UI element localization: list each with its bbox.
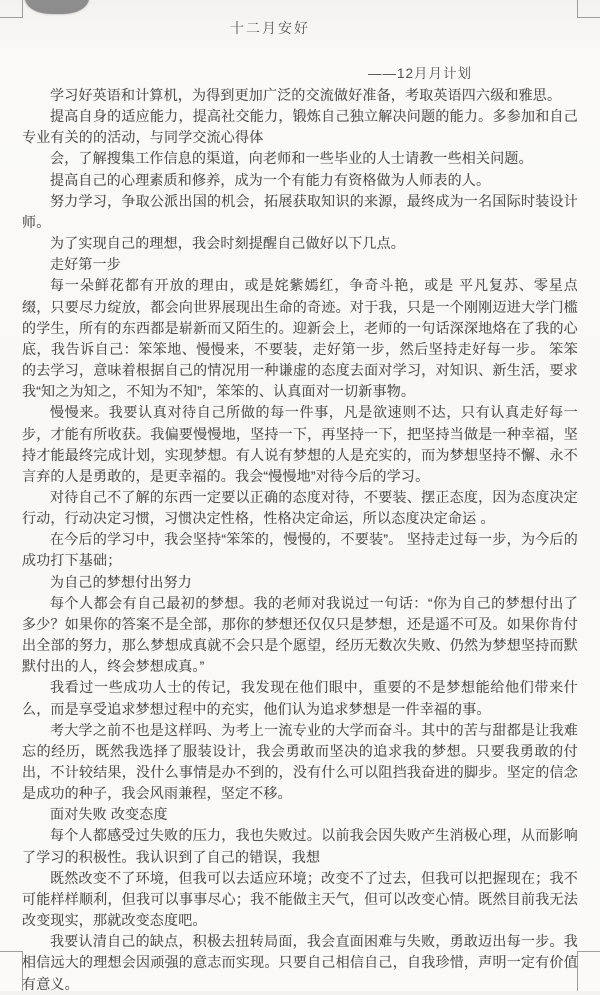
document-title: 十二月安好 [230, 20, 310, 36]
section-heading: 为自己的梦想付出努力 [50, 573, 192, 590]
paragraph: 在今后的学习中，我会坚持“笨笨的，慢慢的，不要装”。 坚持走过每一步，为今后的成功打下基础； [22, 531, 578, 569]
crop-mark-bottom-left [0, 951, 23, 991]
paragraph: 为了实现自己的理想，我会时刻提醒自己做好以下几点。 [50, 235, 405, 252]
paragraph: 提高自己的心理素质和修养，成为一个有能力有资格做为人师表的人。 [50, 171, 491, 188]
paragraph: 每个人都感受过失败的压力，我也失败过。以前我会因失败产生消极心理，从而影响了学习的积极性。我认识到了自己的错误，我想 [22, 827, 578, 865]
paragraph: 我看过一些成功人士的传记，我发现在他们眼中，重要的不是梦想能给他们带来什么，而是享受追求梦想过程中的充实，他们认为追求梦想是一件幸福的事。 [22, 679, 578, 717]
paragraph: 努力学习，争取公派出国的机会，拓展获取知识的来源，最终成为一名国际时装设计师。 [22, 192, 578, 230]
paragraph: 我要认清自己的缺点，积极去扭转局面，我会直面困难与失败，勇敢迈出每一步。我相信远大的理想会因顽强的意志而实现。只要自己相信自己，自我珍惜，声明一定有价值有意义。 [22, 933, 578, 992]
crop-mark-bottom-right [577, 951, 600, 991]
crop-mark-top-left [0, 0, 23, 18]
paragraph: 学习好英语和计算机，为得到更加广泛的交流做好准备，考取英语四六级和雅思。 [50, 87, 562, 103]
document-page [22, 14, 578, 995]
paragraph: 既然改变不了环境，但我可以去适应环境；改变不了过去，但我可以把握现在；我不可能样样顺利，但我可以事事尽心；我不能做主天气，但可以改变心情。既然目前我无法改变现实，那就改变态度吧。 [22, 869, 578, 929]
paragraph: 会，了解搜集工作信息的渠道，向老师和一些毕业的人士请教一些相关问题。 [50, 150, 533, 167]
section-heading: 走好第一步 [50, 256, 121, 273]
paragraph: 慢慢来。我要认真对待自己所做的每一件事，凡是欲速则不达，只有认真走好每一步，才能有所收获。我偏要慢慢地，坚持一下，再坚持一下，把坚持当做是一种幸福，坚持才能最终完成计划，实现梦想。有人说有梦想的人是充实的，而为梦想坚持不懈、永不言弃的人是勇敢的，是更幸福的。我会“慢慢地”对待今后的学习。 [22, 404, 578, 484]
section-heading: 面对失败 改变态度 [50, 806, 168, 823]
document-body [22, 85, 578, 995]
paragraph: 每一朵鲜花都有开放的理由，或是姹紫嫣红，争奇斗艳，或是 平凡复苏、零星点缀，只要尽力绽放，都会向世界展现出生命的奇迹。对于我，只是一个刚刚迈进大学门槛的学生，所有的东西都是崭新而又陌生的。迎新会上，老师的一句话深深地烙在了我的心底，我告诉自己：笨笨地、慢慢来，不要装，走好第一步，然后坚持走好每一步。 笨笨的去学习，意味着根据自己的情况用一种谦虚的态度去面对学习，对知识、新生活，要求我“知之为知之，不知为不知”，笨笨的、认真面对一切新事物。 [22, 277, 578, 400]
scan-artifact-blob [25, 0, 89, 14]
document-byline: ——12月月计划 [367, 66, 472, 81]
crop-mark-top-right [577, 0, 600, 18]
paragraph: 提高自身的适应能力，提高社交能力，锻炼自己独立解决问题的能力。多参加和自己专业有关的的活动，与同学交流心得体 [22, 108, 578, 146]
paragraph: 对待自己不了解的东西一定要以正确的态度对待，不要装、摆正态度，因为态度决定行动，行动决定习惯，习惯决定性格，性格决定命运，所以态度决定命运 。 [22, 488, 578, 527]
paragraph: 每个人都会有自己最初的梦想。我的老师对我说过一句话：“你为自己的梦想付出了多少？如果你的答案不是全部，那你的梦想还仅仅只是梦想，还是遥不可及。如果你肯付出全部的努力，那么梦想成真就不会只是个愿望，经历无数次失败、仍然为梦想坚持而默默付出的人，终会梦想成真。” [22, 594, 578, 675]
paragraph: 考大学之前不也是这样吗、为考上一流专业的大学而奋斗。其中的苦与甜都是让我难忘的经历，既然我选择了服装设计，我会勇敢而坚决的追求我的梦想。只要我勇敢的付出，不计较结果，没什么事情是办不到的，没有什么可以阻挡我奋进的脚步。坚定的信念是成功的种子，我会风雨兼程，坚定不移。 [22, 721, 578, 802]
